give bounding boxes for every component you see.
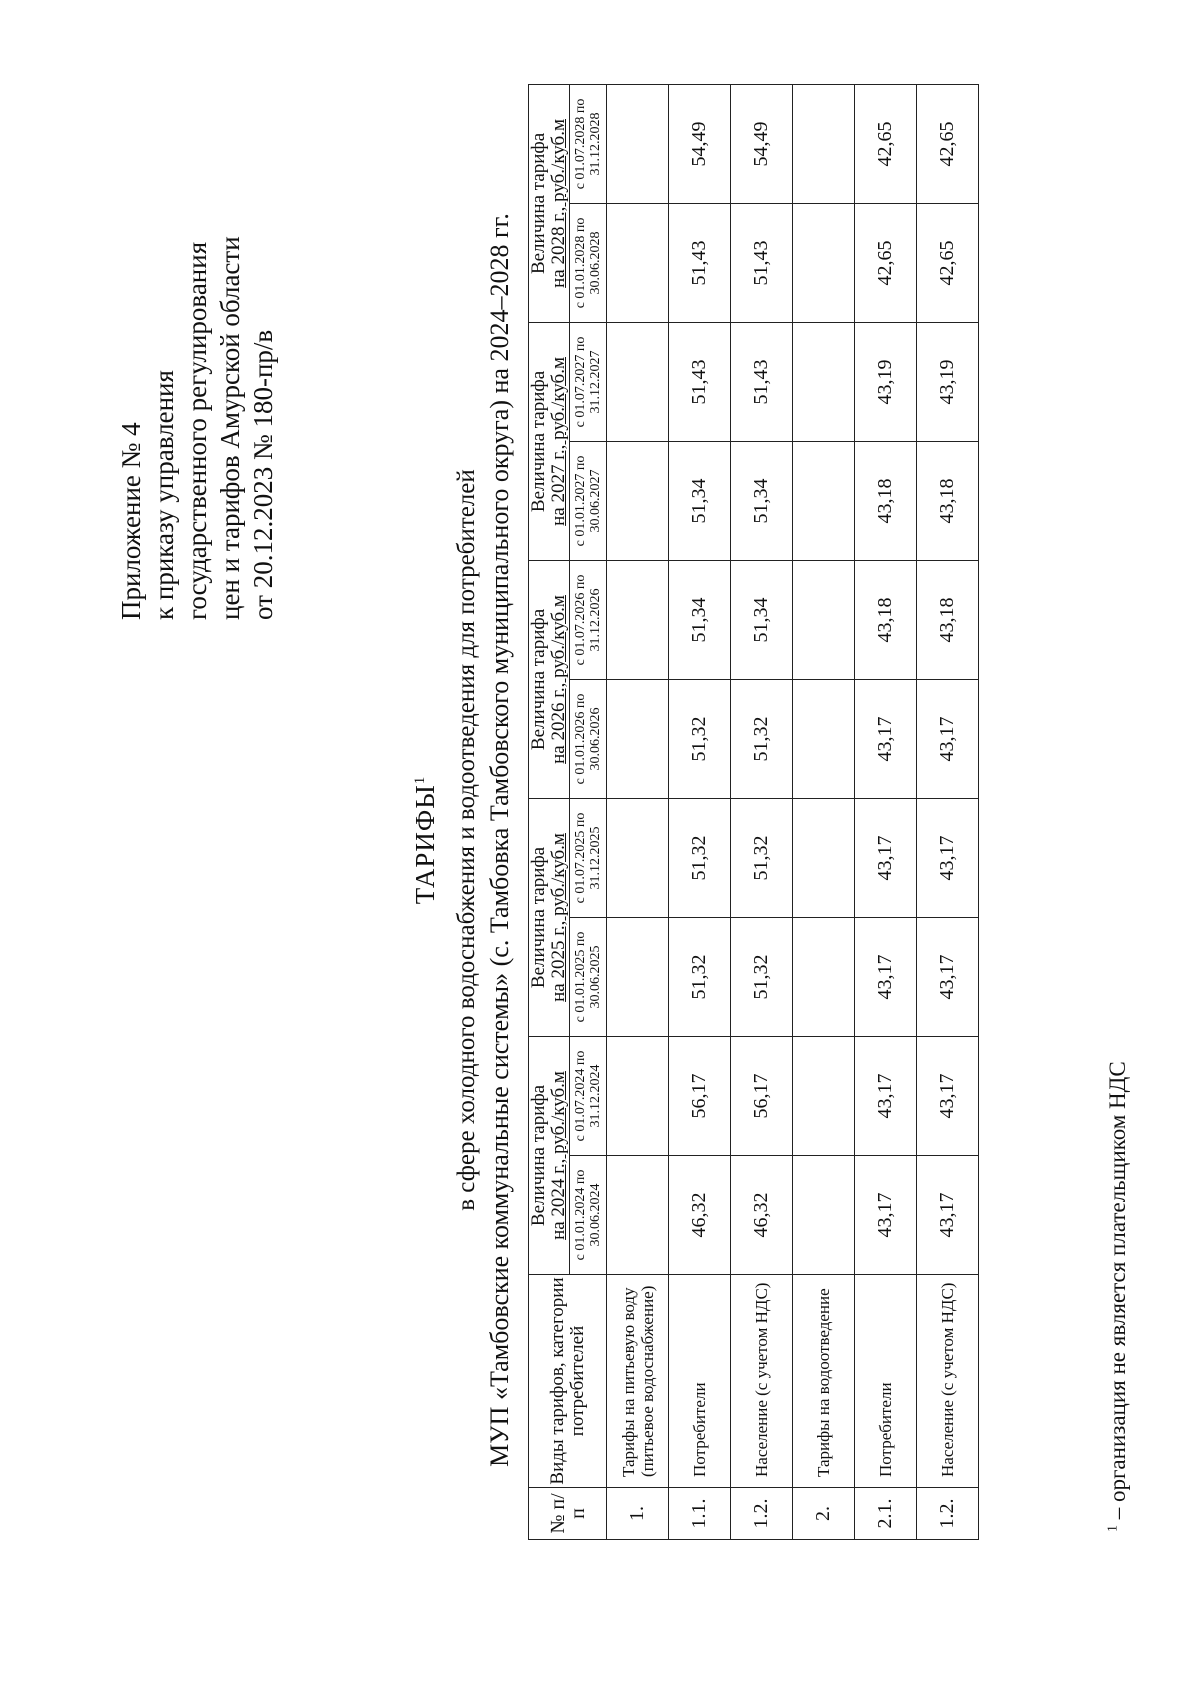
tariff-value-cell: 43,17	[917, 917, 979, 1036]
tariff-value-cell: 46,32	[731, 1156, 793, 1275]
tariff-value-cell	[607, 322, 669, 441]
row-number: 2.	[793, 1488, 855, 1540]
tariff-value-cell: 43,17	[917, 679, 979, 798]
tariff-value-cell: 51,43	[669, 322, 731, 441]
footnote-mark: 1	[1105, 1525, 1121, 1532]
tariff-value-cell	[607, 84, 669, 203]
tariff-value-cell: 43,17	[917, 1156, 979, 1275]
header-number: № п/п	[529, 1488, 607, 1540]
tariff-value-cell: 43,17	[917, 798, 979, 917]
tariff-value-cell: 46,32	[669, 1156, 731, 1275]
document-subtitle-organization: МУП «Тамбовские коммунальные системы» (с. Тамбовка Тамбовского муниципального округа) на 2024–2028 гг.	[485, 213, 514, 1467]
tariff-value-cell: 42,65	[917, 84, 979, 203]
row-number: 1.2.	[731, 1488, 793, 1540]
table-row	[607, 84, 669, 1539]
year-header-bottom: на 2027 г., руб./куб.м	[548, 357, 569, 526]
tariff-value-cell: 43,17	[855, 917, 917, 1036]
row-number: 1.	[607, 1488, 669, 1540]
tariff-value-cell	[793, 441, 855, 560]
tariff-value-cell: 42,65	[855, 84, 917, 203]
table-row	[731, 84, 793, 1539]
year-header-top: Величина тарифа	[528, 132, 549, 275]
row-number: 1.2.	[917, 1488, 979, 1540]
tariff-value-cell: 51,32	[731, 798, 793, 917]
year-header-bottom: на 2025 г., руб./куб.м	[548, 833, 569, 1002]
year-header-top: Величина тарифа	[528, 370, 549, 513]
table-row	[669, 84, 731, 1539]
tariff-value-cell: 43,17	[855, 679, 917, 798]
tariff-value-cell	[607, 917, 669, 1036]
table-row	[855, 84, 917, 1539]
row-tariff-name: Население (с учетом НДС)	[917, 1275, 979, 1488]
tariff-value-cell	[607, 1156, 669, 1275]
tariff-value-cell: 54,49	[731, 84, 793, 203]
header-year-2025	[529, 798, 570, 1036]
tariff-value-cell: 51,34	[731, 560, 793, 679]
row-tariff-name: Население (с учетом НДС)	[731, 1275, 793, 1488]
appendix-line: государственного регулирования	[182, 241, 212, 620]
tariff-value-cell: 51,32	[731, 917, 793, 1036]
tariff-value-cell: 51,32	[669, 917, 731, 1036]
appendix-line: к приказу управления	[149, 370, 179, 620]
tariff-value-cell: 51,43	[669, 203, 731, 322]
appendix-line: Приложение № 4	[116, 422, 146, 620]
tariff-value-cell	[793, 84, 855, 203]
year-header-top: Величина тарифа	[528, 608, 549, 751]
tariff-value-cell	[793, 798, 855, 917]
tariff-value-cell: 51,32	[669, 798, 731, 917]
tariff-value-cell: 43,18	[917, 560, 979, 679]
title-text: ТАРИФЫ	[410, 784, 440, 905]
tariff-value-cell: 43,19	[917, 322, 979, 441]
tariff-value-cell: 56,17	[731, 1036, 793, 1155]
tariff-value-cell: 51,43	[731, 322, 793, 441]
header-period: с 01.01.2024 по 30.06.2024	[570, 1156, 607, 1275]
header-period: с 01.07.2025 по 31.12.2025	[570, 798, 607, 917]
tariff-value-cell: 43,18	[917, 441, 979, 560]
table-row	[793, 84, 855, 1539]
tariff-value-cell: 51,34	[669, 560, 731, 679]
header-period: с 01.01.2028 по 30.06.2028	[570, 203, 607, 322]
header-period: с 01.01.2026 по 30.06.2026	[570, 679, 607, 798]
row-tariff-name: Тарифы на питьевую воду (питьевое водоснабжение)	[607, 1275, 669, 1488]
tariff-value-cell	[793, 560, 855, 679]
header-period: с 01.07.2026 по 31.12.2026	[570, 560, 607, 679]
row-tariff-name: Тарифы на водоотведение	[793, 1275, 855, 1488]
tariff-value-cell: 43,19	[855, 322, 917, 441]
tariff-value-cell	[793, 1036, 855, 1155]
header-year-2028	[529, 84, 570, 322]
header-period: с 01.07.2027 по 31.12.2027	[570, 322, 607, 441]
title-footnote-mark: 1	[412, 775, 428, 785]
header-period: с 01.01.2027 по 30.06.2027	[570, 441, 607, 560]
tariff-value-cell: 51,34	[669, 441, 731, 560]
year-header-bottom: на 2028 г., руб./куб.м	[548, 119, 569, 288]
row-number: 1.1.	[669, 1488, 731, 1540]
header-period: с 01.07.2028 по 31.12.2028	[570, 84, 607, 203]
tariff-value-cell	[607, 798, 669, 917]
tariff-value-cell	[793, 203, 855, 322]
tariff-value-cell: 43,18	[855, 560, 917, 679]
tariff-value-cell	[607, 203, 669, 322]
tariff-value-cell: 51,43	[731, 203, 793, 322]
tariff-value-cell	[793, 917, 855, 1036]
year-header-top: Величина тарифа	[528, 846, 549, 989]
appendix-line: цен и тарифов Амурской области	[215, 236, 245, 620]
tariff-value-cell: 51,34	[731, 441, 793, 560]
tariff-value-cell: 43,17	[855, 1156, 917, 1275]
tariff-value-cell: 51,32	[731, 679, 793, 798]
header-period: с 01.01.2025 по 30.06.2025	[570, 917, 607, 1036]
tariff-value-cell	[607, 679, 669, 798]
tariff-value-cell	[607, 560, 669, 679]
tariff-value-cell	[607, 1036, 669, 1155]
tariff-value-cell	[793, 1156, 855, 1275]
table-row	[917, 84, 979, 1539]
header-tariff-type: Виды тарифов, категории потребителей	[529, 1275, 607, 1488]
tariff-table	[528, 84, 979, 1540]
tariff-value-cell: 43,17	[855, 1036, 917, 1155]
year-header-bottom: на 2024 г., руб./куб.м	[548, 1071, 569, 1240]
year-header-top: Величина тарифа	[528, 1084, 549, 1227]
tariff-value-cell: 42,65	[917, 203, 979, 322]
header-year-2026	[529, 560, 570, 798]
footnote	[1105, 1061, 1131, 1532]
tariff-value-cell	[793, 679, 855, 798]
tariff-value-cell: 43,18	[855, 441, 917, 560]
appendix-header	[115, 200, 280, 620]
row-tariff-name: Потребители	[855, 1275, 917, 1488]
header-year-2027	[529, 322, 570, 560]
rotated-sheet	[60, 40, 1180, 1640]
tariff-value-cell: 42,65	[855, 203, 917, 322]
footnote-text: – организация не является плательщиком НДС	[1105, 1061, 1130, 1525]
tariff-value-cell: 43,17	[917, 1036, 979, 1155]
tariff-value-cell: 56,17	[669, 1036, 731, 1155]
tariff-value-cell	[793, 322, 855, 441]
tariff-value-cell	[607, 441, 669, 560]
header-period: с 01.07.2024 по 31.12.2024	[570, 1036, 607, 1155]
year-header-bottom: на 2026 г., руб./куб.м	[548, 595, 569, 764]
appendix-line: от 20.12.2023 № 180-пр/в	[248, 329, 278, 620]
tariff-value-cell: 51,32	[669, 679, 731, 798]
row-number: 2.1.	[855, 1488, 917, 1540]
row-tariff-name: Потребители	[669, 1275, 731, 1488]
document-subtitle: в сфере холодного водоснабжения и водоотведения для потребителей	[453, 469, 480, 1211]
tariff-table-body	[607, 84, 979, 1539]
tariff-value-cell: 54,49	[669, 84, 731, 203]
header-year-2024	[529, 1036, 570, 1274]
tariff-value-cell: 43,17	[855, 798, 917, 917]
document-title	[410, 40, 441, 1640]
